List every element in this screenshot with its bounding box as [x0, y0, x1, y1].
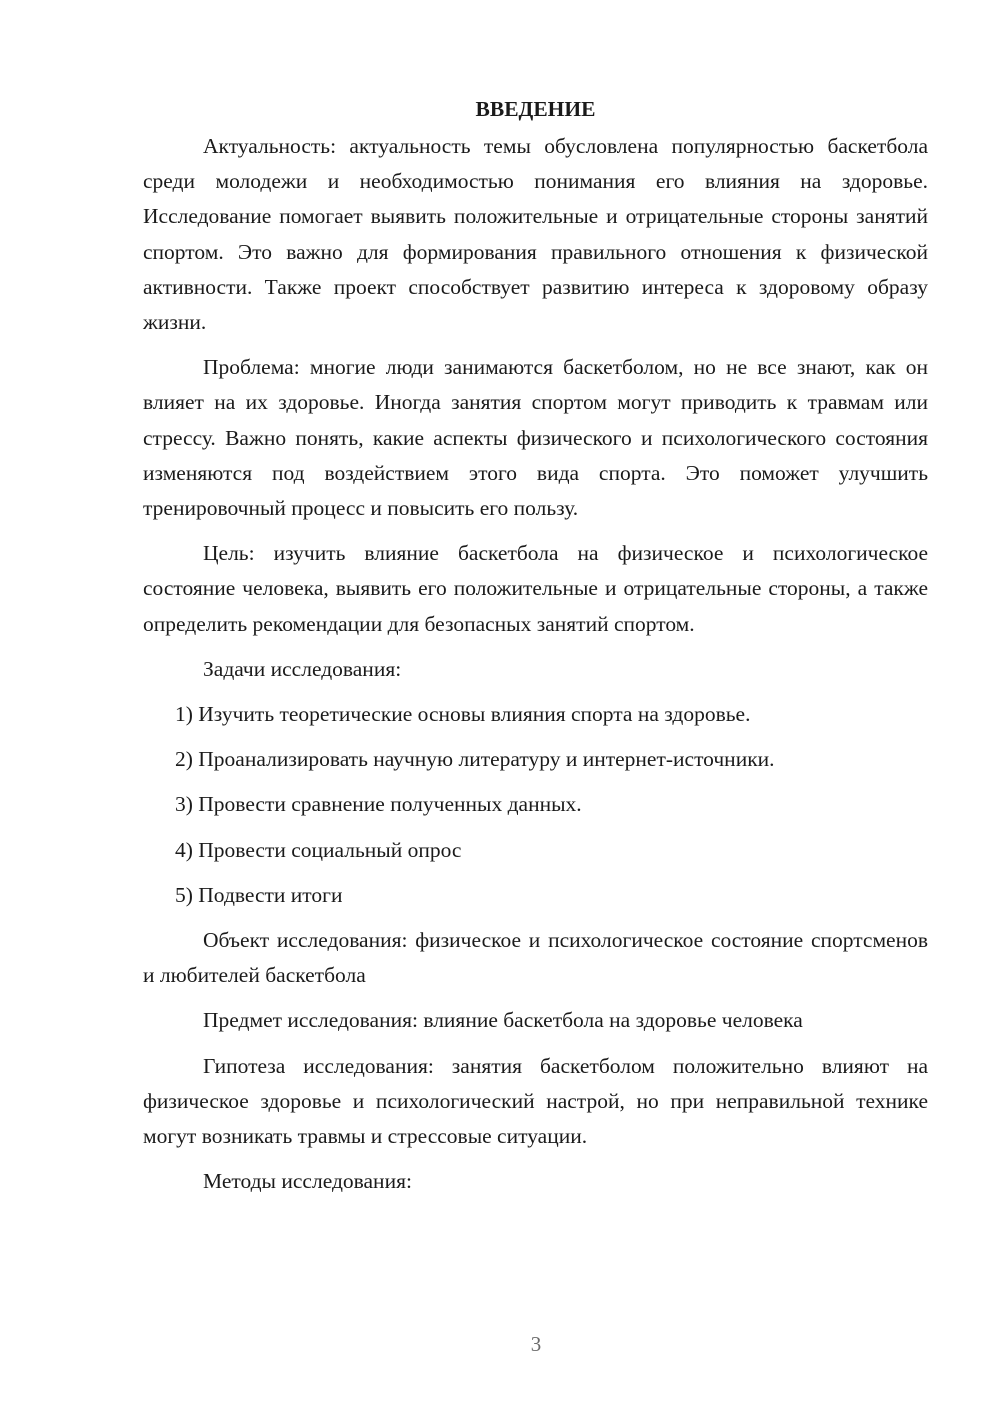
page-number: 3: [530, 1332, 542, 1356]
subject-paragraph: Предмет исследования: влияние баскетбола на здоровье человека: [203, 1008, 803, 1033]
tasks-heading: Задачи исследования:: [203, 656, 402, 681]
tasks-list: [143, 697, 928, 913]
list-item: 4) Провести социальный опрос: [175, 837, 462, 862]
list-item: 3) Провести сравнение полученных данных.: [175, 792, 582, 817]
list-item: 5) Подвести итоги: [175, 882, 343, 907]
list-item: 2) Проанализировать научную литературу и интернет-источники.: [175, 747, 775, 772]
object-paragraph: Объект исследования: физическое и психологическое состояние спортсменов и любителей баскетбола: [143, 928, 928, 988]
section-title: ВВЕДЕНИЕ: [475, 97, 596, 121]
goal-paragraph: Цель: изучить влияние баскетбола на физическое и психологическое состояние человека, выявить его положительные и отрицательные стороны, а также определить рекомендации для безопасных занятий спортом.: [143, 541, 928, 636]
list-item: 1) Изучить теоретические основы влияния спорта на здоровье.: [175, 702, 751, 727]
document-page: [143, 92, 928, 1209]
problem-paragraph: Проблема: многие люди занимаются баскетболом, но не все знают, как он влияет на их здоровье. Иногда занятия спортом могут приводить к травмам или стрессу. Важно понять, какие аспекты физического и психологического состояния изменяются под воздействием этого вида спорта. Это поможет улучшить тренировочный процесс и повысить его пользу.: [143, 355, 928, 521]
hypothesis-paragraph: Гипотеза исследования: занятия баскетболом положительно влияют на физическое здоровье и психологический настрой, но при неправильной технике могут возникать травмы и стрессовые ситуации.: [143, 1053, 928, 1149]
methods-heading: Методы исследования:: [203, 1169, 412, 1194]
relevance-paragraph: Актуальность: актуальность темы обусловлена популярностью баскетбола среди молодежи и необходимостью понимания его влияния на здоровье. Исследование помогает выявить положительные и отрицательные стороны занятий спортом. Это важно для формирования правильного отношения к физической активности. Также проект способствует развитию интереса к здоровому образу жизни.: [143, 134, 928, 335]
